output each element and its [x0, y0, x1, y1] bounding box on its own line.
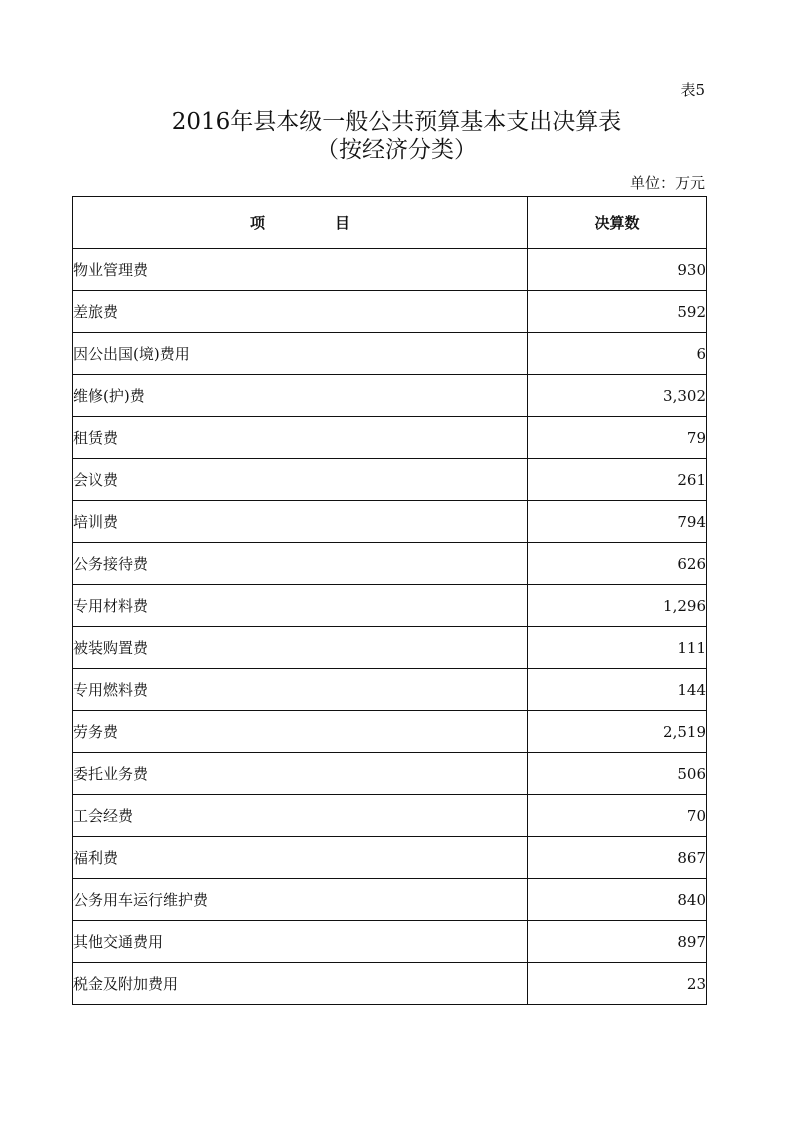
- table-row: [73, 627, 707, 669]
- row-item-value: 144: [528, 669, 707, 711]
- row-item-name: 被装购置费: [73, 627, 528, 669]
- row-item-name: 专用材料费: [73, 585, 528, 627]
- row-item-value: 840: [528, 879, 707, 921]
- row-item-name: 专用燃料费: [73, 669, 528, 711]
- row-item-name: 培训费: [73, 501, 528, 543]
- table-row: [73, 291, 707, 333]
- row-item-name: 公务接待费: [73, 543, 528, 585]
- table-row: [73, 879, 707, 921]
- table-row: [73, 501, 707, 543]
- row-item-value: 867: [528, 837, 707, 879]
- row-item-name: 工会经费: [73, 795, 528, 837]
- table-row: [73, 375, 707, 417]
- row-item-name: 因公出国(境)费用: [73, 333, 528, 375]
- table-row: [73, 669, 707, 711]
- table-number: 表5: [680, 81, 705, 99]
- row-item-value: 930: [528, 249, 707, 291]
- row-item-name: 福利费: [73, 837, 528, 879]
- row-item-name: 劳务费: [73, 711, 528, 753]
- row-item-name: 维修(护)费: [73, 375, 528, 417]
- row-item-value: 261: [528, 459, 707, 501]
- row-item-name: 会议费: [73, 459, 528, 501]
- table-row: [73, 249, 707, 291]
- budget-table: [72, 196, 707, 1005]
- row-item-value: 506: [528, 753, 707, 795]
- row-item-value: 794: [528, 501, 707, 543]
- table-row: [73, 585, 707, 627]
- row-item-value: 1,296: [528, 585, 707, 627]
- row-item-name: 公务用车运行维护费: [73, 879, 528, 921]
- table-row: [73, 921, 707, 963]
- row-item-value: 70: [528, 795, 707, 837]
- table-row: [73, 711, 707, 753]
- table-row: [73, 333, 707, 375]
- row-item-value: 3,302: [528, 375, 707, 417]
- row-item-name: 物业管理费: [73, 249, 528, 291]
- header-item-left: 项: [249, 214, 265, 232]
- header-item: [73, 197, 528, 249]
- row-item-value: 2,519: [528, 711, 707, 753]
- unit-label: 单位：万元: [629, 174, 705, 192]
- row-item-value: 6: [528, 333, 707, 375]
- header-item-right: 目: [335, 214, 351, 232]
- row-item-value: 897: [528, 921, 707, 963]
- row-item-name: 差旅费: [73, 291, 528, 333]
- table-header-row: [73, 197, 707, 249]
- row-item-value: 592: [528, 291, 707, 333]
- row-item-name: 税金及附加费用: [73, 963, 528, 1005]
- table-row: [73, 837, 707, 879]
- table-row: [73, 753, 707, 795]
- table-row: [73, 417, 707, 459]
- table-row: [73, 459, 707, 501]
- table-row: [73, 543, 707, 585]
- row-item-name: 委托业务费: [73, 753, 528, 795]
- table-row: [73, 963, 707, 1005]
- row-item-value: 626: [528, 543, 707, 585]
- row-item-value: 23: [528, 963, 707, 1005]
- header-value: 决算数: [528, 197, 707, 249]
- row-item-value: 111: [528, 627, 707, 669]
- row-item-name: 租赁费: [73, 417, 528, 459]
- table-row: [73, 795, 707, 837]
- page-subtitle: （按经济分类）: [316, 137, 477, 163]
- row-item-value: 79: [528, 417, 707, 459]
- row-item-name: 其他交通费用: [73, 921, 528, 963]
- page-title: 2016年县本级一般公共预算基本支出决算表: [171, 109, 622, 135]
